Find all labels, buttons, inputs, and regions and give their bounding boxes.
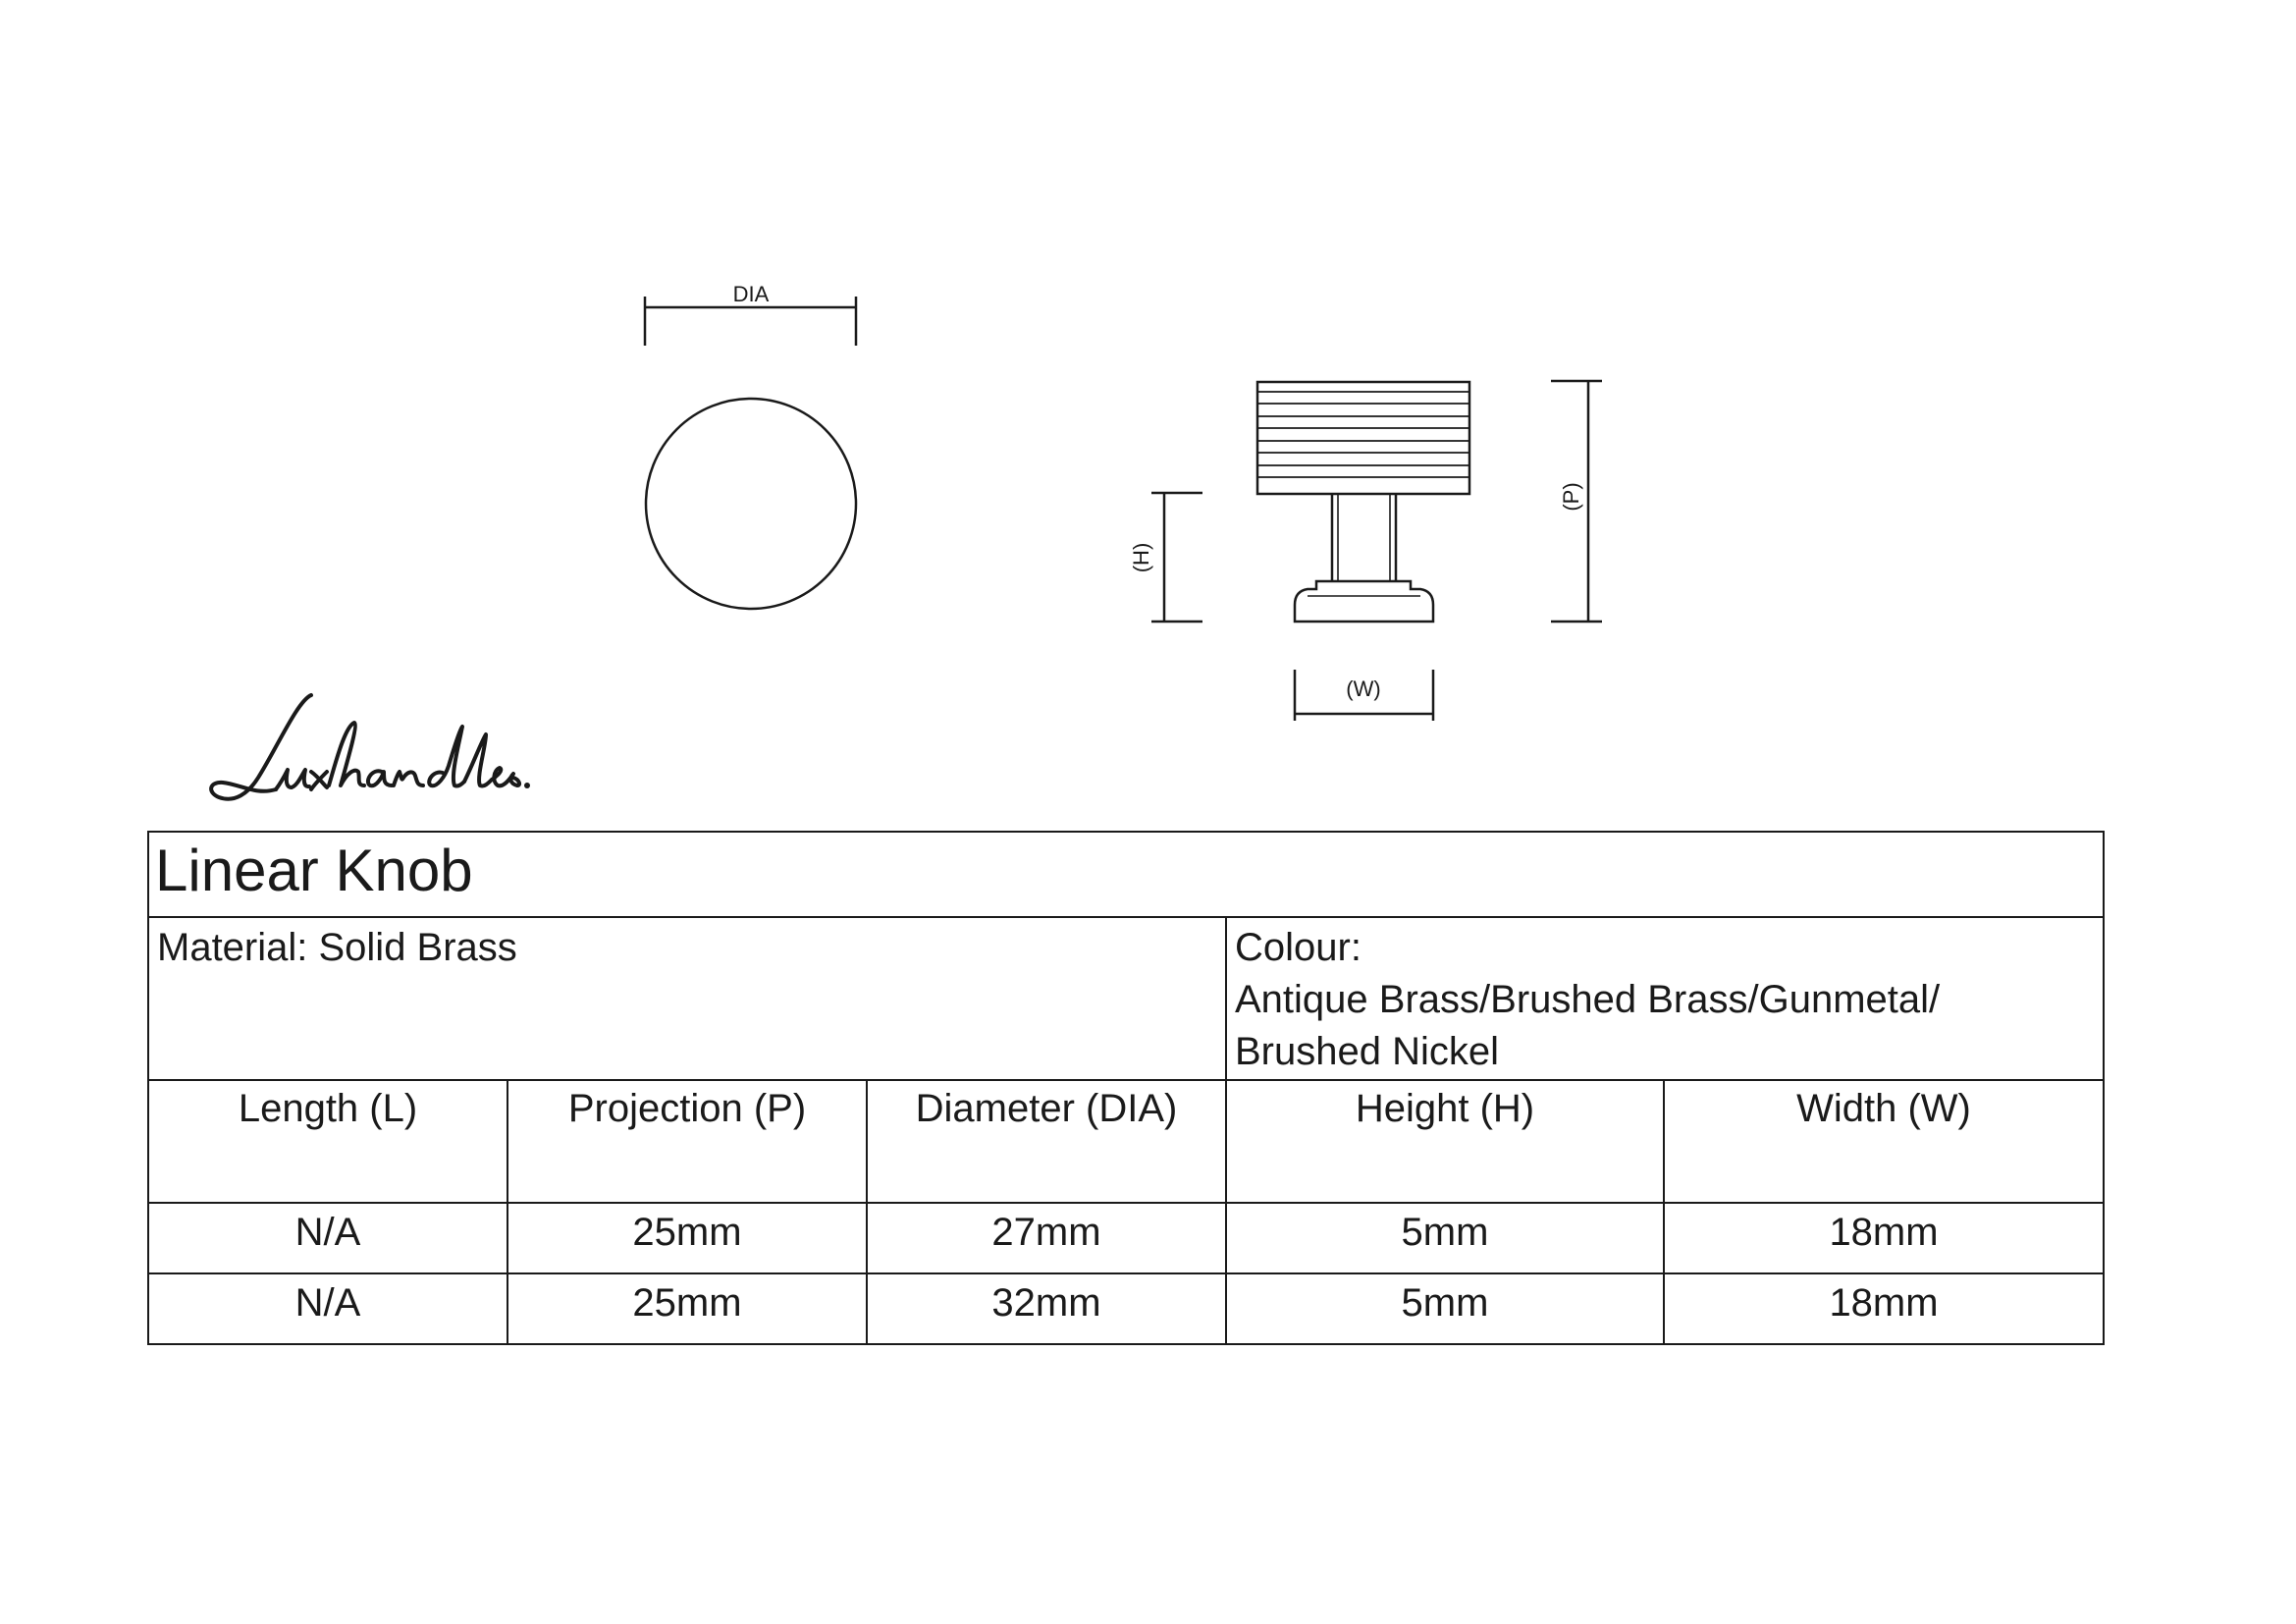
cell-diameter: 27mm	[867, 1203, 1226, 1273]
info-row	[148, 917, 2104, 1080]
knob-top-circle	[646, 399, 856, 609]
header-width: Width (W)	[1664, 1080, 2104, 1203]
colour-label: Colour:	[1235, 926, 1362, 969]
material-cell	[148, 917, 1226, 1080]
specification-table	[147, 831, 2105, 1345]
cell-projection: 25mm	[507, 1273, 867, 1344]
header-length: Length (L)	[148, 1080, 507, 1203]
colour-options-line1: Antique Brass/Brushed Brass/Gunmetal/	[1235, 978, 1941, 1021]
cell-width: 18mm	[1664, 1203, 2104, 1273]
side-view	[1151, 381, 1602, 721]
table-row	[148, 1203, 2104, 1273]
material-text: Material: Solid Brass	[157, 926, 517, 969]
w-label: (W)	[1346, 677, 1381, 701]
header-projection: Projection (P)	[507, 1080, 867, 1203]
p-label: (P)	[1559, 482, 1583, 512]
knob-base	[1295, 581, 1433, 622]
header-height: Height (H)	[1226, 1080, 1664, 1203]
colour-options-line2: Brushed Nickel	[1235, 1030, 1500, 1073]
cell-length: N/A	[148, 1203, 507, 1273]
cell-width: 18mm	[1664, 1273, 2104, 1344]
luxhandles-signature-logo	[201, 687, 535, 810]
cell-height: 5mm	[1226, 1273, 1664, 1344]
cell-projection: 25mm	[507, 1203, 867, 1273]
cell-diameter: 32mm	[867, 1273, 1226, 1344]
title-row	[148, 832, 2104, 917]
header-diameter: Diameter (DIA)	[867, 1080, 1226, 1203]
top-view	[645, 297, 856, 609]
cell-height: 5mm	[1226, 1203, 1664, 1273]
h-label: (H)	[1129, 542, 1153, 573]
product-title: Linear Knob	[148, 832, 2104, 917]
header-row	[148, 1080, 2104, 1203]
dia-label: DIA	[732, 282, 770, 306]
colour-cell	[1226, 917, 2104, 1080]
cell-length: N/A	[148, 1273, 507, 1344]
table-row	[148, 1273, 2104, 1344]
